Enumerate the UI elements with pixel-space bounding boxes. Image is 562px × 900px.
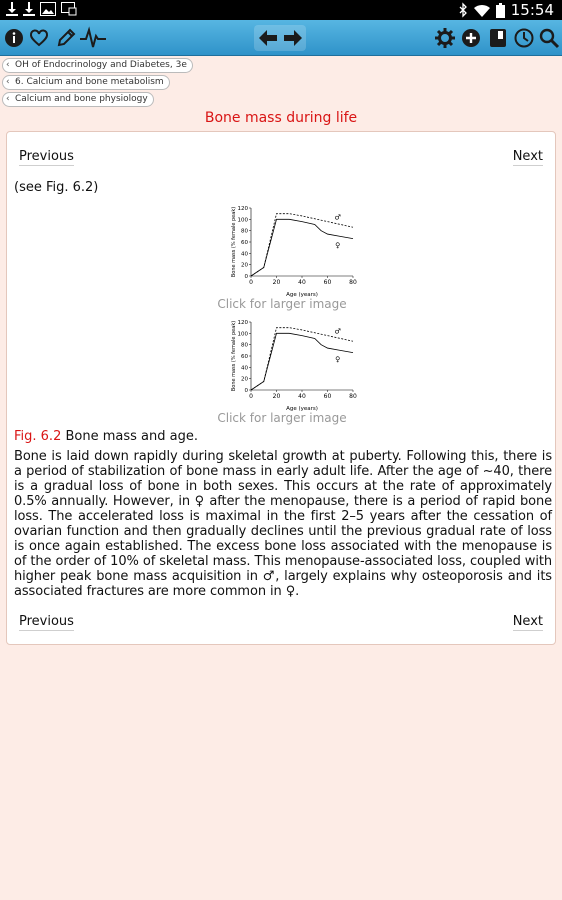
settings-button[interactable]: [433, 26, 457, 50]
y-tick-label: 0: [244, 388, 248, 394]
pencil-icon: [56, 28, 76, 48]
info-button[interactable]: [2, 26, 26, 50]
y-axis-label: Bone mass (% female peak): [231, 320, 237, 392]
figure-caption-text: Bone mass and age.: [61, 429, 198, 444]
y-tick-label: 100: [237, 217, 248, 224]
arrow-right-icon: [283, 29, 303, 47]
y-tick-label: 80: [241, 228, 248, 235]
heart-icon: [29, 29, 49, 47]
x-tick-label: 80: [349, 279, 357, 286]
x-tick-label: 80: [349, 393, 357, 400]
y-tick-label: 20: [241, 262, 248, 269]
breadcrumb-label: Calcium and bone physiology: [15, 94, 148, 104]
series-label: ♀: [335, 355, 341, 364]
x-axis-label: Age (years): [286, 292, 318, 298]
y-tick-label: 100: [237, 331, 248, 338]
breadcrumb-label: 6. Calcium and bone metabolism: [15, 77, 164, 87]
previous-link[interactable]: Previous: [19, 614, 74, 629]
forward-button[interactable]: [281, 26, 305, 50]
breadcrumb-section[interactable]: [2, 92, 154, 107]
bluetooth-icon: [459, 3, 468, 17]
figure-reference: (see Fig. 6.2): [14, 180, 99, 195]
book-icon: [489, 28, 507, 48]
series-label: ♀: [335, 241, 341, 250]
next-link[interactable]: Next: [512, 614, 543, 629]
body-paragraph: Bone is laid down rapidly during skeletal growth at puberty. Following this, there is a period of stabilization of bone mass in early adult life. After the age of ~40, there is a gradual loss of bone in both sexes. This occurs at the rate of approximately 0.5% annually. However, in ♀ after the menopause, there is a period of rapid bone loss. The accelerated loss is maximal in the first 2–5 years after the cessation of ovarian function and then gradually declines until the previous gradual rate of loss is once again established. The excess bone loss associated with the menopause is of the order of 10% of skeletal mass. This menopause-associated loss, coupled with higher peak bone mass acquisition in ♂, largely explains why osteoporosis and its associated fractures are more common in ♀.: [14, 449, 552, 599]
chevron-left-icon: ‹: [6, 94, 10, 104]
y-tick-label: 60: [241, 354, 248, 360]
clock-icon: [514, 28, 534, 48]
breadcrumb-book[interactable]: [2, 58, 193, 73]
x-axis-label: Age (years): [286, 406, 318, 412]
info-icon: [4, 28, 24, 48]
pulse-button[interactable]: [80, 26, 106, 50]
status-bar: [0, 0, 562, 20]
history-button[interactable]: [512, 26, 536, 50]
previous-link[interactable]: Previous: [19, 149, 74, 164]
chevron-left-icon: ‹: [6, 77, 10, 87]
breadcrumb-label: OH of Endocrinology and Diabetes, 3e: [15, 60, 187, 70]
notification-icons: [6, 2, 77, 16]
figure-caption: [14, 429, 198, 444]
x-tick-label: 40: [298, 393, 306, 400]
download-icon: [6, 2, 18, 16]
y-tick-label: 20: [241, 376, 248, 383]
series-label: ♂: [334, 213, 341, 222]
next-link[interactable]: Next: [512, 149, 543, 164]
y-tick-label: 40: [241, 365, 248, 372]
system-icons: [459, 0, 554, 20]
x-tick-label: 60: [323, 393, 332, 400]
y-tick-label: 120: [237, 206, 248, 212]
y-tick-label: 120: [237, 320, 248, 326]
annotate-button[interactable]: [54, 26, 78, 50]
larger-image-link[interactable]: Click for larger image: [217, 297, 347, 311]
plus-circle-icon: [461, 28, 481, 48]
y-tick-label: 80: [241, 342, 248, 349]
screenshot-icon: [61, 2, 77, 16]
gear-icon: [435, 28, 455, 48]
y-tick-label: 40: [241, 251, 248, 258]
content-card: [6, 131, 556, 645]
figure-number: Fig. 6.2: [14, 429, 62, 444]
page-title: Bone mass during life: [204, 110, 358, 126]
back-button[interactable]: [256, 26, 280, 50]
y-tick-label: 0: [244, 274, 248, 280]
chevron-left-icon: ‹: [6, 60, 10, 70]
x-tick-label: 20: [272, 279, 281, 286]
heartbeat-icon: [80, 27, 106, 49]
search-icon: [539, 28, 559, 48]
add-button[interactable]: [459, 26, 483, 50]
breadcrumb-chapter[interactable]: [2, 75, 170, 90]
x-tick-label: 40: [298, 279, 306, 286]
app-toolbar: [0, 20, 562, 56]
bookmarks-button[interactable]: [486, 26, 510, 50]
x-tick-label: 60: [323, 279, 332, 286]
image-icon: [40, 2, 56, 16]
bone-mass-chart-1[interactable]: [205, 202, 355, 298]
x-tick-label: 0: [249, 279, 253, 286]
download-icon: [23, 2, 35, 16]
arrow-left-icon: [258, 29, 278, 47]
y-axis-label: Bone mass (% female peak): [231, 206, 237, 278]
series-label: ♂: [334, 327, 341, 336]
x-tick-label: 20: [272, 393, 281, 400]
status-time: 15:54: [510, 1, 554, 19]
favorite-button[interactable]: [27, 26, 51, 50]
bone-mass-chart-2[interactable]: [205, 316, 355, 412]
search-button[interactable]: [537, 26, 561, 50]
y-tick-label: 60: [241, 240, 248, 246]
x-tick-label: 0: [249, 393, 253, 400]
larger-image-link[interactable]: Click for larger image: [217, 411, 347, 425]
battery-icon: [496, 3, 505, 18]
wifi-icon: [474, 4, 490, 17]
